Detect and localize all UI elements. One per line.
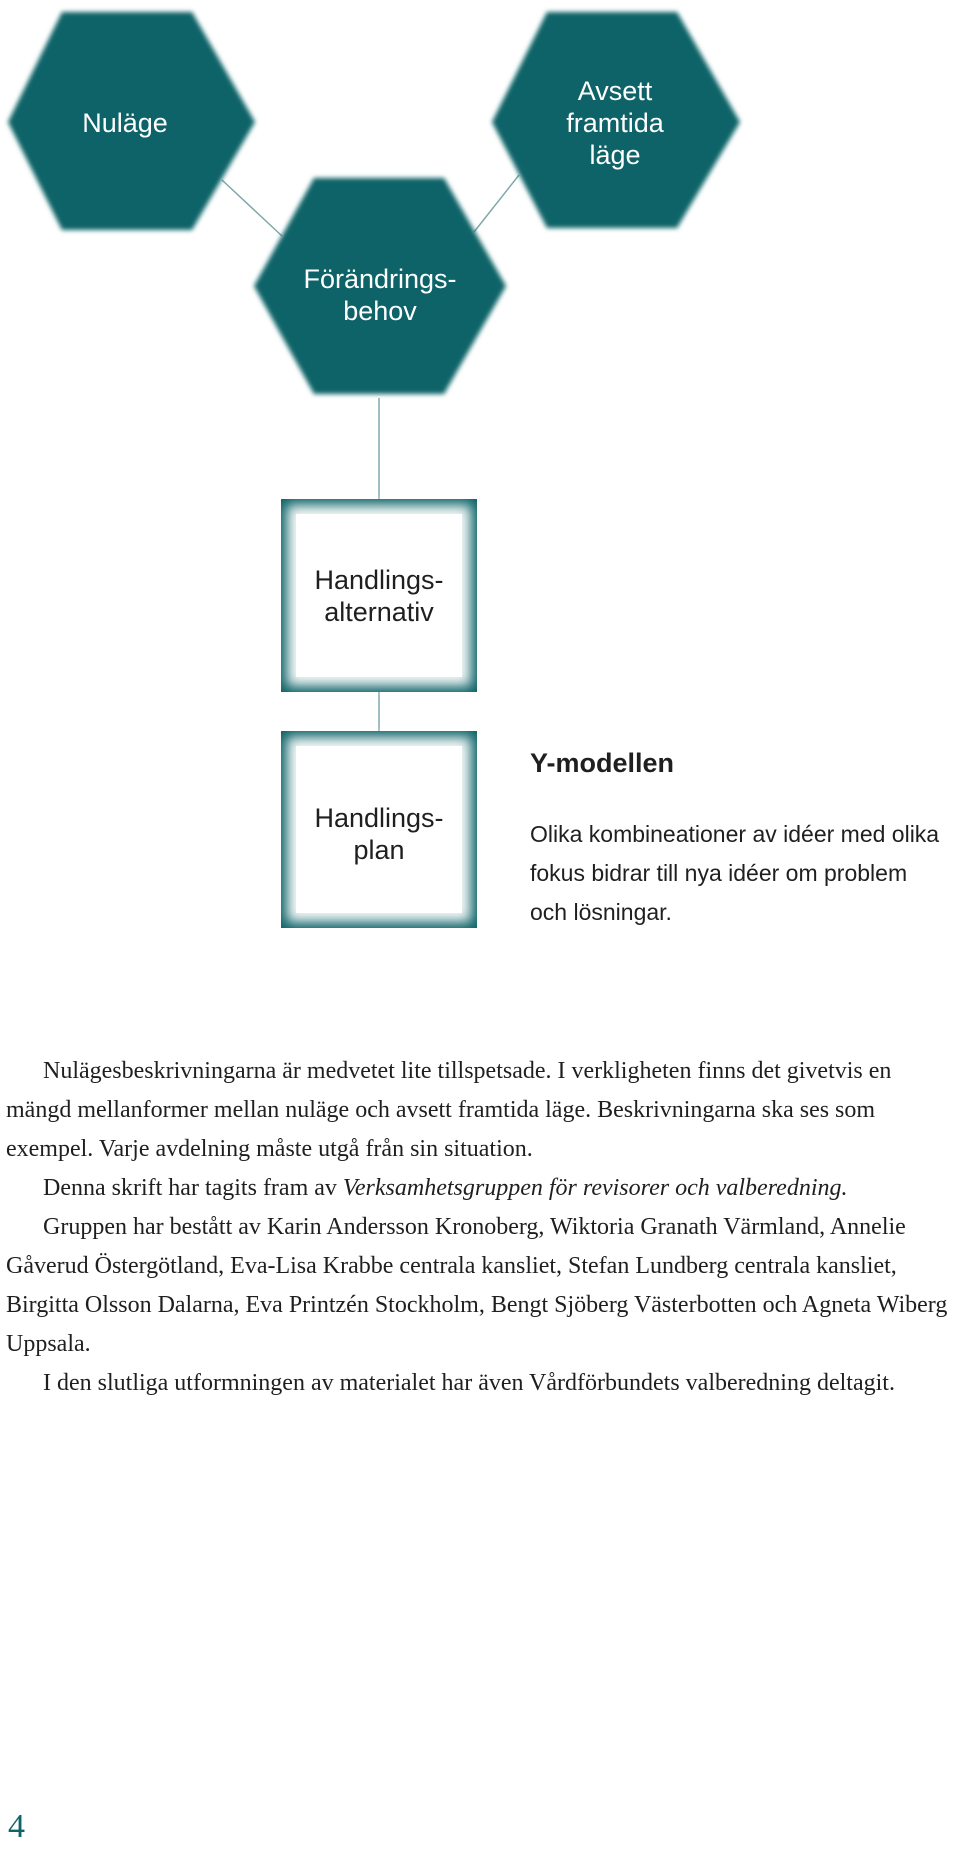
paragraph-text: Denna skrift har tagits fram av [43, 1175, 343, 1201]
box-label-alternativ: Handlings- alternativ [314, 565, 444, 627]
caption-title: Y-modellen [530, 748, 675, 778]
hexagon-label-avsett: Avsett framtida läge [566, 75, 664, 170]
paragraph: I den slutliga utformningen av materialet har även Vårdförbundets valberedning deltagit. [43, 1370, 895, 1396]
caption-text: Olika kombineationer av idéer med olika fokus bidrar till nya idéer om problem och lösningar. [530, 821, 940, 925]
hexagon-label-nulage: Nuläge [82, 108, 168, 138]
body-text [6, 1052, 956, 1403]
paragraph: Gruppen har bestått av Karin Andersson Kronoberg, Wiktoria Granath Värmland, Annelie Gåverud Östergötland, Eva-Lisa Krabbe centrala kansliet, Stefan Lundberg centrala kansliet, Birgitta Olsson Dalarna, Eva Printzén Stockholm, Bengt Sjöberg Västerbotten och Agneta Wiberg Uppsala. [6, 1214, 948, 1357]
connector-line [222, 180, 282, 236]
box-label-plan: Handlings- plan [314, 803, 444, 865]
connector-line [474, 175, 519, 232]
paragraph: Nulägesbeskrivningarna är medvetet lite tillspetsade. I verkligheten finns det givetvis en mängd mellanformer mellan nuläge och avsett framtida läge. Beskrivningarna ska ses som exempel. Varje avdelning måste utgå från sin situation. [6, 1058, 892, 1162]
group-name: Verksamhetsgruppen för revisorer och valberedning. [342, 1175, 848, 1201]
paragraph [6, 1169, 956, 1208]
page-number: 4 [8, 1808, 25, 1845]
hexagon-label-forandring: Förändrings- behov [303, 264, 457, 326]
